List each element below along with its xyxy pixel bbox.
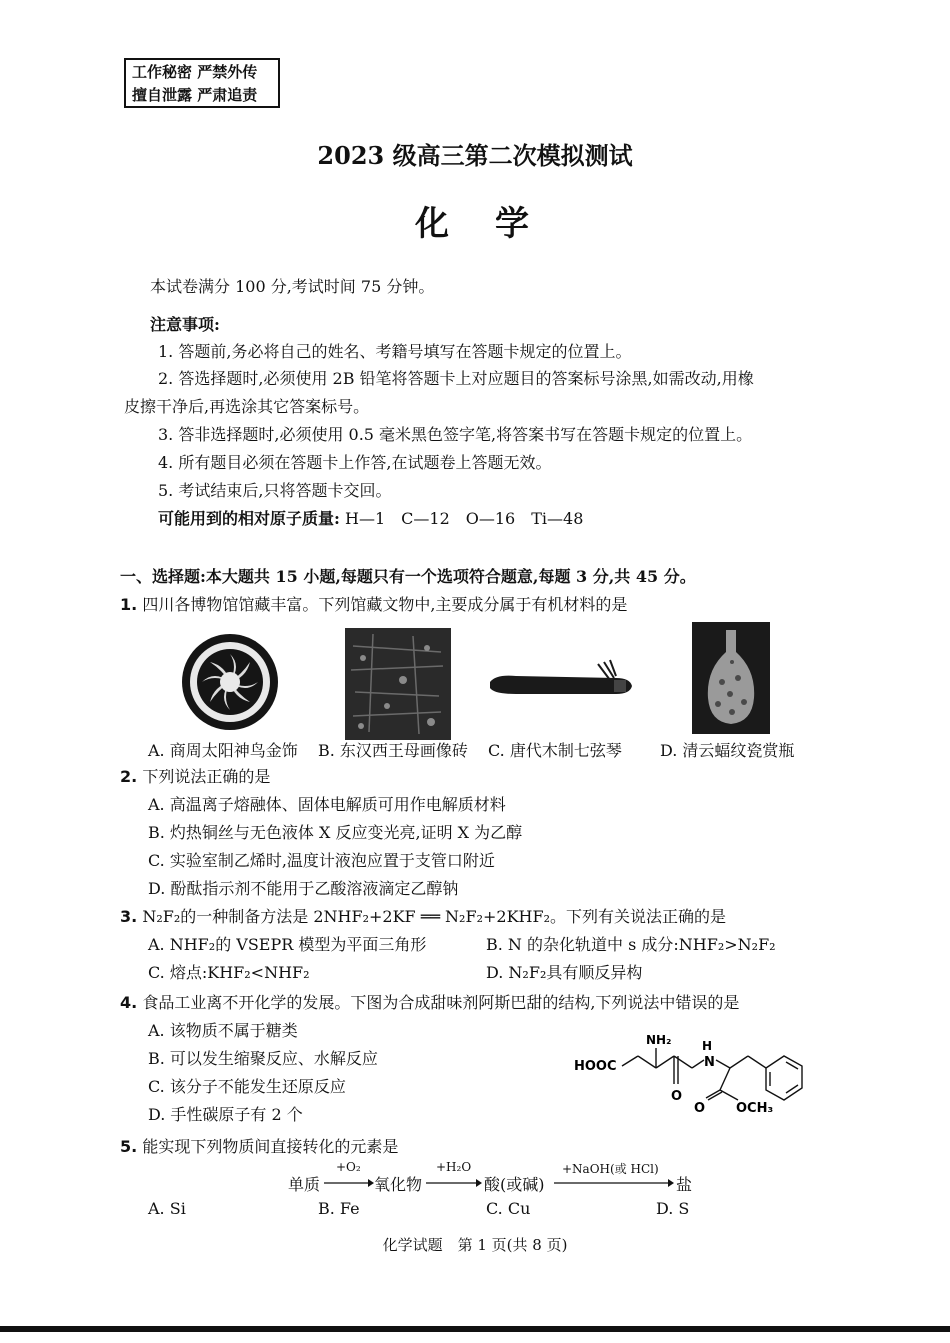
q2-stem-row	[120, 766, 270, 788]
scan-edge-bar	[0, 1326, 950, 1332]
porcelain-vase-image	[692, 622, 770, 734]
q1-option-a: A. 商周太阳神鸟金饰	[148, 741, 298, 760]
q5-number: 5.	[120, 1137, 138, 1156]
note-2: 2. 答选择题时,必须使用 2B 铅笔将答题卡上对应题目的答案标号涂黑,如需改动,用橡	[158, 369, 754, 388]
scheme-simple-substance: 单质	[288, 1175, 321, 1194]
stamp-line-1: 工作秘密 严禁外传	[132, 63, 258, 81]
note-1: 1. 答题前,务必将自己的姓名、考籍号填写在答题卡规定的位置上。	[158, 342, 632, 361]
amide-h-label: H	[702, 1039, 713, 1053]
atomic-mass-label: 可能用到的相对原子质量:	[158, 509, 340, 528]
q2-option-a: A. 高温离子熔融体、固体电解质可用作电解质材料	[148, 795, 506, 814]
q5-stem-row	[120, 1136, 398, 1158]
stamp-line-2: 擅自泄露 严肃追责	[132, 86, 258, 104]
scheme-arrow-1	[324, 1178, 374, 1188]
amino-group-label: NH₂	[646, 1033, 672, 1047]
q4-stem-row	[120, 992, 739, 1014]
ester-o-label: O	[694, 1101, 706, 1116]
q4-option-c: C. 该分子不能发生还原反应	[148, 1077, 346, 1096]
q1-stem: 四川各博物馆馆藏丰富。下列馆藏文物中,主要成分属于有机材料的是	[142, 595, 628, 614]
scheme-reagent-1: +O₂	[336, 1160, 361, 1174]
q1-option-b: B. 东汉西王母画像砖	[318, 741, 468, 760]
notes-heading: 注意事项:	[150, 315, 220, 334]
q3-number: 3.	[120, 907, 138, 926]
q2-option-b: B. 灼热铜丝与无色液体 X 反应变光亮,证明 X 为乙醇	[148, 823, 523, 842]
golden-sun-bird-image	[180, 632, 280, 732]
q3-option-b: B. N 的杂化轨道中 s 成分:NHF₂>N₂F₂	[486, 935, 776, 954]
q3-stem: N₂F₂的一种制备方法是 2NHF₂+2KF ══ N₂F₂+2KHF₂。下列有关说法正确的是	[142, 907, 726, 926]
carbonyl-o-label: O	[671, 1089, 683, 1104]
amide-n-label: N	[704, 1055, 715, 1070]
scheme-arrow-3	[554, 1178, 674, 1188]
q4-stem: 食品工业离不开化学的发展。下图为合成甜味剂阿斯巴甜的结构,下列说法中错误的是	[142, 993, 740, 1012]
q5-option-b: B. Fe	[318, 1199, 360, 1218]
note-4: 4. 所有题目必须在答题卡上作答,在试题卷上答题无效。	[158, 453, 552, 472]
wooden-guqin-image	[486, 650, 636, 706]
scheme-salt: 盐	[676, 1175, 693, 1194]
q5-option-a: A. Si	[148, 1199, 186, 1218]
page-footer: 化学试题 第 1 页(共 8 页)	[382, 1236, 568, 1254]
q4-number: 4.	[120, 993, 138, 1012]
scheme-arrow-2	[426, 1178, 482, 1188]
q3-option-a: A. NHF₂的 VSEPR 模型为平面三角形	[148, 935, 427, 954]
q4-option-a: A. 该物质不属于糖类	[148, 1021, 298, 1040]
confidential-stamp	[124, 58, 280, 108]
q3-option-d: D. N₂F₂具有顺反异构	[486, 963, 643, 982]
note-3: 3. 答非选择题时,必须使用 0.5 毫米黑色签字笔,将答案书写在答题卡规定的位置上。	[158, 425, 753, 444]
carboxyl-label: HOOC	[574, 1059, 617, 1074]
note-5: 5. 考试结束后,只将答题卡交回。	[158, 481, 392, 500]
note-2-cont: 皮擦干净后,再选涂其它答案标号。	[124, 397, 370, 416]
subject-title: 化 学	[415, 204, 535, 244]
scheme-reagent-3: +NaOH(或 HCl)	[562, 1162, 659, 1176]
q3-stem-row	[120, 906, 726, 928]
q2-option-d: D. 酚酞指示剂不能用于乙酸溶液滴定乙醇钠	[148, 879, 459, 898]
q1-option-c: C. 唐代木制七弦琴	[488, 741, 622, 760]
han-brick-relief-image	[343, 626, 455, 744]
atomic-mass-row	[158, 508, 583, 530]
section-1-heading: 一、选择题:本大题共 15 小题,每题只有一个选项符合题意,每题 3 分,共 45 分。	[120, 567, 696, 586]
aspartame-structure	[570, 1020, 830, 1132]
q2-number: 2.	[120, 767, 138, 786]
q5-stem: 能实现下列物质间直接转化的元素是	[142, 1137, 399, 1156]
exam-intro: 本试卷满分 100 分,考试时间 75 分钟。	[150, 277, 435, 296]
q4-option-d: D. 手性碳原子有 2 个	[148, 1105, 303, 1124]
scheme-oxide: 氧化物	[374, 1175, 423, 1194]
scheme-reagent-2: +H₂O	[436, 1160, 472, 1174]
methoxy-label: OCH₃	[736, 1101, 774, 1116]
scheme-acid-base: 酸(或碱)	[484, 1175, 545, 1194]
q3-option-c: C. 熔点:KHF₂<NHF₂	[148, 963, 310, 982]
q5-option-d: D. S	[656, 1199, 690, 1218]
atomic-mass-values: H—1 C—12 O—16 Ti—48	[345, 509, 584, 528]
q1-stem-row	[120, 594, 627, 616]
q5-option-c: C. Cu	[486, 1199, 531, 1218]
q4-option-b: B. 可以发生缩聚反应、水解反应	[148, 1049, 378, 1068]
q2-stem: 下列说法正确的是	[142, 767, 271, 786]
q1-number: 1.	[120, 595, 138, 614]
q2-option-c: C. 实验室制乙烯时,温度计液泡应置于支管口附近	[148, 851, 495, 870]
q1-option-d: D. 清云蝠纹瓷赏瓶	[660, 741, 795, 760]
exam-title: 2023 级高三第二次模拟测试	[317, 141, 633, 170]
